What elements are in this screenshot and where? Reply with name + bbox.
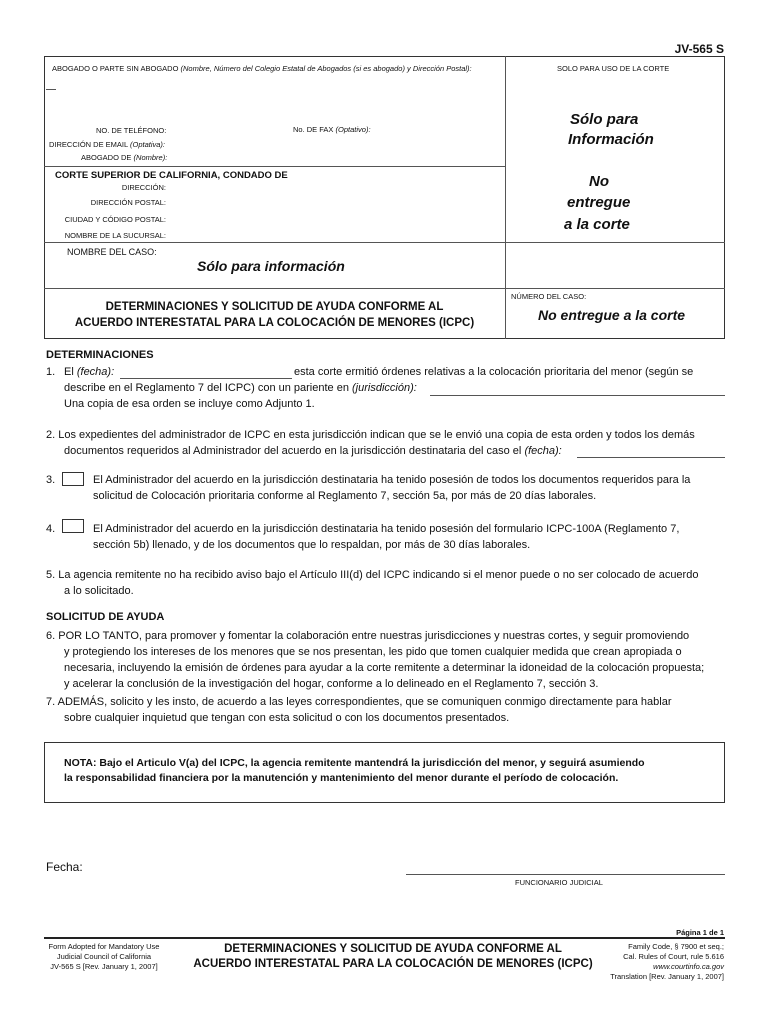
footer-right: Family Code, § 7900 et seq.; Cal. Rules of Court, rule 5.616 www.courtinfo.ca.gov Translation [Rev. January 1, 2007] <box>610 942 724 981</box>
info-only-line1: Sólo para <box>570 111 639 128</box>
item1-c: describe en el Reglamento 7 del ICPC) con un pariente en (jurisdicción): <box>64 382 417 394</box>
form-id: JV-565 S <box>674 42 724 56</box>
section-findings: DETERMINACIONES <box>46 349 154 361</box>
court-title: CORTE SUPERIOR DE CALIFORNIA, CONDADO DE <box>55 170 288 181</box>
item6-c: necesaria, incluyendo la emisión de órdenes para ayudar a la corte remitente a determinar la idoneidad de la colocación propuesta; <box>64 662 705 674</box>
no-deliver-line1: No <box>589 173 609 190</box>
item7-a: 7. ADEMÁS, solicito y les insto, de acuerdo a las leyes correspondientes, que se comuniquen conmigo directamente para hablar <box>46 696 672 708</box>
item5-a: 5. La agencia remitente no ha recibido aviso bajo el Artículo III(d) del ICPC indicando si el menor puede o no ser colocado de acuerdo <box>46 569 699 581</box>
item6-a: 6. POR LO TANTO, para promover y fomentar la colaboración entre nuestras jurisdicciones y nuestras cortes, y seguir promoviendo <box>46 630 690 642</box>
item1-b: esta corte ermitió órdenes relativas a la colocación prioritaria del menor (según se <box>294 366 694 378</box>
no-deliver-line3: a la corte <box>564 216 630 233</box>
item4-a: El Administrador del acuerdo en la jurisdicción destinataria ha tenido posesión del formulario ICPC-100A (Reglamento 7, <box>93 523 680 535</box>
doc-title: DETERMINACIONES Y SOLICITUD DE AYUDA CONFORME AL ACUERDO INTERESTATAL PARA LA COLOCACIÓN DE MENORES (ICPC) <box>74 301 475 329</box>
item6-d: y acelerar la conclusión de la investigación del hogar, conforme a lo delineado en el Reglamento 7, sección 3. <box>64 678 599 690</box>
court-field-mailing: DIRECCIÓN POSTAL: <box>90 198 166 207</box>
judicial-officer-label: FUNCIONARIO JUDICIAL <box>515 878 603 887</box>
item2-a: 2. Los expedientes del administrador de ICPC en esta jurisdicción indican que se le envió una copia de esta orden y todos los demás <box>46 429 695 441</box>
footer-title: DETERMINACIONES Y SOLICITUD DE AYUDA CONFORME AL ACUERDO INTERESTATAL PARA LA COLOCACIÓN DE MENORES (ICPC) <box>193 943 593 970</box>
item2-b: documentos requeridos al Administrador del acuerdo en la jurisdicción destinataria del caso el (fecha): <box>64 445 562 457</box>
footer-left: Form Adopted for Mandatory Use Judicial Council of California JV-565 S [Rev. January 1, 2007] <box>48 942 160 971</box>
item3-checkbox[interactable] <box>62 472 84 486</box>
item3-a: El Administrador del acuerdo en la jurisdicción destinataria ha tenido posesión de todos los documentos requeridos para la <box>93 474 691 486</box>
item4-checkbox[interactable] <box>62 519 84 533</box>
item4-num: 4. <box>46 523 56 535</box>
attorney-label: ABOGADO O PARTE SIN ABOGADO (Nombre, Número del Colegio Estatal de Abogados (si es abogado) y Dirección Postal): <box>52 64 472 73</box>
date-label: Fecha: <box>46 860 83 874</box>
page-label: Página 1 de 1 <box>676 928 724 937</box>
fax-label: No. DE FAX (Optativo): <box>293 125 371 134</box>
item1-a: El (fecha): <box>64 366 115 378</box>
item1-num: 1. <box>46 366 56 378</box>
section-request: SOLICITUD DE AYUDA <box>46 611 165 623</box>
case-name-value: Sólo para información <box>197 258 345 274</box>
court-field-branch: NOMBRE DE LA SUCURSAL: <box>64 231 166 240</box>
item5-b: a lo solicitado. <box>64 585 134 597</box>
item3-b: solicitud de Colocación prioritaria conforme al Reglamento 7, sección 5a, por más de 20 días laborales. <box>93 490 597 502</box>
case-number-value: No entregue a la corte <box>538 307 686 323</box>
case-name-label: NOMBRE DEL CASO: <box>67 247 157 257</box>
court-field-city-zip: CIUDAD Y CÓDIGO POSTAL: <box>64 215 166 224</box>
item4-b: sección 5b) llenado, y de los documentos que lo respaldan, por más de 30 días laborales. <box>93 539 531 551</box>
no-deliver-line2: entregue <box>567 194 631 211</box>
attorney-for-label: ABOGADO DE (Nombre): <box>81 153 168 162</box>
info-only-line2: Información <box>568 131 654 148</box>
item3-num: 3. <box>46 474 56 486</box>
email-label: DIRECCIÓN DE EMAIL (Optativa): <box>49 140 166 149</box>
phone-label: NO. DE TELÉFONO: <box>96 126 167 135</box>
item7-b: sobre cualquier inquietud que tengan con esta solicitud o con los documentos presentados. <box>64 712 510 724</box>
court-field-address: DIRECCIÓN: <box>121 183 166 192</box>
item6-b: y protegiendo los intereses de los menores que se nos presentan, les pido que tomen cualquier medida que crean apropiada o <box>64 646 682 658</box>
court-use-label: SOLO PARA USO DE LA CORTE <box>557 64 670 73</box>
item1-d: Una copia de esa orden se incluye como Adjunto 1. <box>64 398 315 410</box>
case-number-label: NÚMERO DEL CASO: <box>511 292 587 301</box>
note-text: NOTA: Bajo el Articulo V(a) del ICPC, la agencia remitente mantendrá la jurisdicción del menor, y seguirá asumiendo la responsabilidad financiera por la manutención y mantenimiento del menor durante el período de colocación. <box>64 757 645 784</box>
signature-line[interactable] <box>406 874 725 875</box>
